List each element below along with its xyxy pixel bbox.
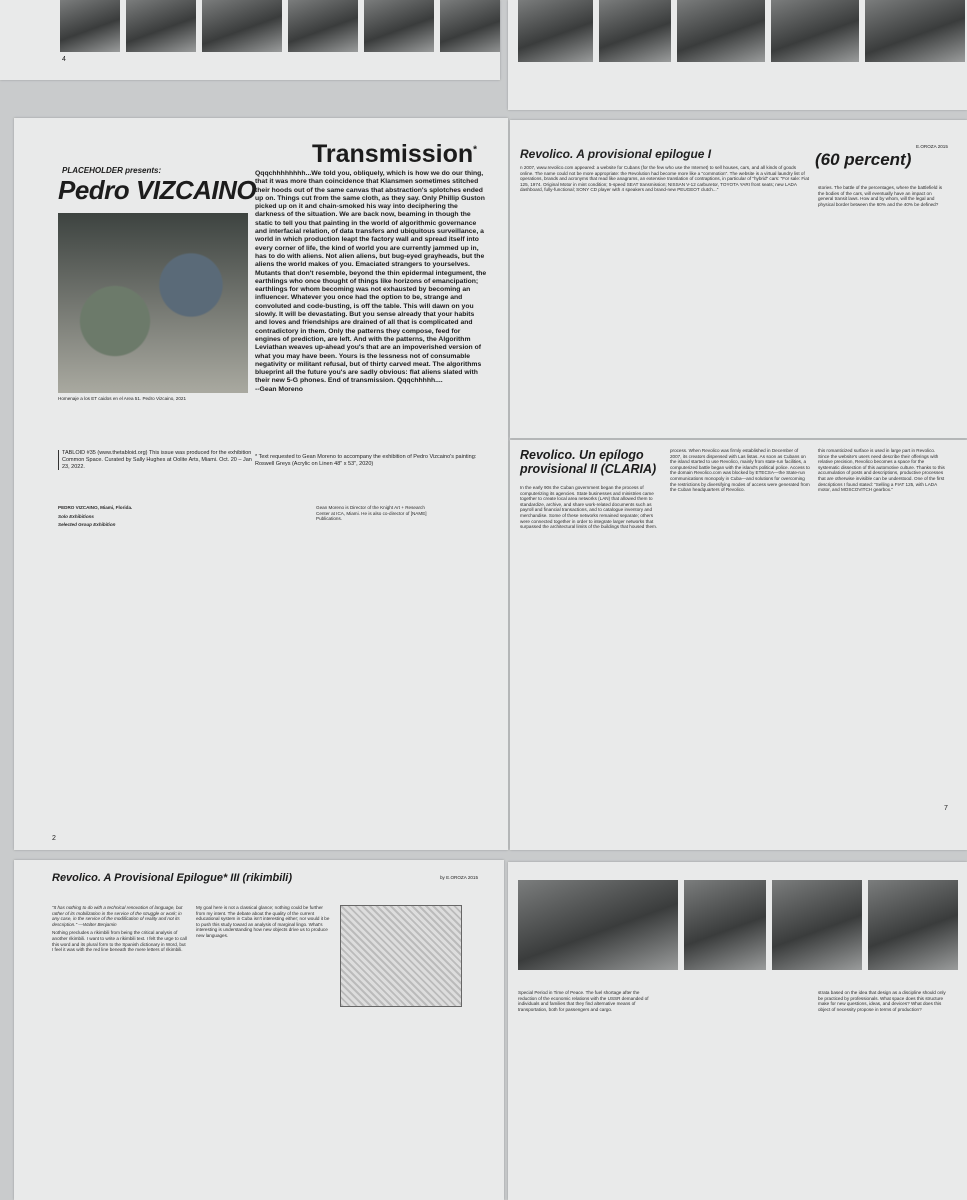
bottom-column-3 [818,990,946,1015]
bio-note: Gean Moreno is Director of the Knight Art + Research Center at ICA, Miami. He is also co-director of [NAME] Publications. [316,505,427,522]
bottom-column-1 [518,990,658,1015]
manifesto-body: Qqqchhhhhhhh...We told you, obliquely, which is how we do our thing, that it was more than coincidence that Klansmen sometimes stitched their hoods out of the same canvas that abstraction's splotches ended up on. Things cut from the same cloth, as they say. Only Phillip Guston picked up on it and chain-smoked his way into deciphering the darkness of the situation. We are back now, beaming in though the static to tell you that painting in the world of algorithmic governance and interfacial relation, of data transfers and ubiquitous surveillance, a world in which production leapt the factory wall and spread itself into every corner of life, the kind of world you are currently jammed up in, has to do with aliens. Not alien aliens, but bug-eyed grayheads, but the aliens the world makes of you. Emaciated strangers to yourselves. Mutants that don't resemble, beyond the thin epidermal integument, the earthlings who once thought of things like horizons of emancipation; earthlings for whom becoming was not exhausted by becoming an influencer. Whatever you once had the option to be, strange and convoluted and code-busting, is off the table. This will dawn on you slowly. It will be devastating. But you sense already that your habits and loves and friendships are drained of all that is complicated and contradictory in them. Only the patterns they compose, feed for engines of prediction, are left. And with the patterns, the Algorithm Leviathan weaves up-ahead you's that are an impoverished version of what you may have been. Yours is the lessness not of consumable negativity or militant refusal, but of thirty carved meat. The algorithms blueprint all the future you's are sadly obvious: flat aliens slated with their new 5-G phones. End of transmission. Qqqchhhhh.... [255,170,487,385]
epilogue3-title-text: Revolico. A Provisional Epilogue* III [52,872,240,884]
top-photo [518,0,593,62]
title-text: Transmission [312,140,474,168]
epilogue3-column-2 [196,905,331,942]
bottom-photo-strip [518,880,958,970]
bottom-photo [518,880,678,970]
page-number: 7 [944,805,948,812]
epilogue2-body-right: this romanticized surface is used in large part in Revolico. Since the website's users need describe their offerings with relative precision, Revolico becomes a space for the systematic dissection of this automotive culture. Thanks to this accumulation of posts and descriptions, productive processes that are otherwise invisible can be understood. One of the first descriptions I found stated: "Selling a FIAT 125, with LADA motor, and MOSCOVITCH gearbox." [818,448,945,493]
cv-column-1 [58,505,178,531]
epilogue2-title-text: Revolico. Un epílogo provisional II [520,448,644,476]
artist-name: Pedro VIZCAINO [58,175,257,205]
top-photo [599,0,671,62]
footnote: * Text requested to Gean Moreno to accompany the exhibition of Pedro Vizcaino's painting: Roswell Greys (Acrylic on Linen 48" x 53", 2020) [255,454,477,467]
bottom-photo [772,880,862,970]
epilogue2-column-1 [520,485,660,533]
cv-heading: PEDRO VIZCAINO, Miami, Florida. [58,505,133,510]
top-photo-strip-left [60,0,500,52]
manifesto-text [255,170,487,394]
epilogue2-body: In the early 90s the Cuban government began the process of computerizing its agencies. State businesses and ministries came together to create local area networks (LAN) that allowed them to standardize, archive, and share work-related documents such as payroll and financial transactions, and to catalogue inventory and merchandise. Some of these networks remained separate; others were connected together in order to integrate larger networks that surpassed the architectural limits of the buildings that housed them. [520,485,658,530]
page-number: 2 [52,835,56,842]
photo-caption: Homenaje a los ET caidos en el Area 51. Pedro Vizcaino, 2021 [58,396,187,401]
page-number: 4 [62,56,66,63]
epilogue1-column-1 [520,165,810,196]
epilogue2-body-mid: process. When Revolico was firmly established in December of 2007, its creators dispensed with Las listas. As soon as Cubans on the island started to use Revolico, mainly from state-run facilities, a computerized battle began with the island's political police. Access to the domain Revolico.com was blocked by ETECSA—the State-run communications monopoly in Cuba—and solutions for overcoming the restrictions by diversifying modes of access were generated from the Cuban headquarters of Revolico. [670,448,810,493]
top-photo [865,0,965,62]
top-photo [288,0,358,52]
epilogue2-column-3 [818,448,946,496]
bottom-photo [868,880,958,970]
top-photo [60,0,120,52]
placeholder-label: PLACEHOLDER presents: [62,166,162,175]
tabloid-info: TABLOID #35 (www.thetabloid.org) This issue was produced for the exhibition Common Space. Curated by Sally Hughes at Oolite Arts, Miami. Oct. 20 – Jan 23, 2022. [58,450,252,470]
epigraph: "It has nothing to do with a technical renovation of language, but rather of its mobilization in the service of the struggle or work; in any case, in the service of the modification of reality and not its description." —Walter Benjamin [52,905,183,927]
title-mark: * [473,144,478,156]
top-left-sheet [0,0,500,80]
epilogue1-title: Revolico. A provisional epilogue I [520,147,712,161]
epilogue1-title-right: (60 percent) [815,150,912,169]
epilogue3-body-col2: My goal here is not a classical glance; nothing could be further from my intent. The debate about the quality of the current educational system in Cuba isn't interesting either; nor would it be to push this study toward an analysis of marginal lingo. What's interesting is understanding how new objects drive us to produce new languages. [196,905,330,938]
epilogue1-body-right: stories. The battle of the percentages, where the battlefield is the bodies of the cars, will eventually have an impact on general transit laws. How and by whom, will the legal and physical border between the 60% and the 40% be defined? [818,185,943,207]
top-photo-strip-right [518,0,965,62]
byline: by E.OROZA 2015 [440,875,479,880]
transmission-title [312,140,477,169]
top-photo [771,0,859,62]
bottom-body-col6: strata based on the idea that design as a discipline should only be practiced by professionals. What space does this structure make for new questions, ideas, and devices? What does this object of necessity propose in terms of production? [818,990,946,1012]
epilogue3-title-tag: (rikimbili) [242,872,293,884]
cv-solo-heading: Solo Exhibitions [58,513,94,519]
cv-group-heading: Selected Group Exhibition [58,522,116,528]
epilogue1-body: n 2007, www.revolico.com appeared: a website for Cubans (for the few who use the Internet) to sell houses, cars, and all kinds of goods online. The name could not be more appropriate: the Revolution had become more like a "commotion". The website is a virtual laundry list of operations, brands and acronyms that read like anagrams, an extensive translation of contraptions, in particular of "hybrid" cars: "For sale: Fiat 125, 1974. Original Motor in mint condition; 5-speed SEAT transmission; NISSAN V-12 carburetor, TOYOTA YARI front seats; new LADA dashboard, fully-functional; SONY CD player with 4 speakers and brand-new PEUGEOT clutch..." [520,165,810,193]
epilogue2-column-2 [670,448,810,496]
epilogue2-title-tag: (CLARIA) [600,462,657,476]
top-right-sheet [508,0,967,110]
epilogue3-title [52,872,292,884]
top-photo [126,0,196,52]
byline: E.OROZA 2015 [916,144,948,149]
cv-column-4 [316,505,436,525]
bottom-body-col4: Special Period in Time of Peace. The fuel shortage after the reduction of the economic relations with the USSR demanded of individuals and families that they find alternative means of transportation, both for passengers and cargo. [518,990,649,1012]
epilogue3-body: Nothing precludes a rikimbili from being the critical analysis of another rikimbili. I want to write a rikimbili text. I felt the urge to call this word and its plural form to the Spanish dictionary in Word, but I feel it was with the red line beneath the mere letters of rikimbili. [52,930,187,953]
signature: --Gean Moreno [255,385,303,393]
top-photo [440,0,500,52]
epilogue1-column-2 [818,185,946,210]
top-photo [202,0,282,52]
bottom-photo [684,880,766,970]
top-photo [677,0,765,62]
artwork-photo [58,213,248,393]
epilogue3-column-1 [52,905,187,956]
ornament-graphic [340,905,462,1007]
top-photo [364,0,434,52]
